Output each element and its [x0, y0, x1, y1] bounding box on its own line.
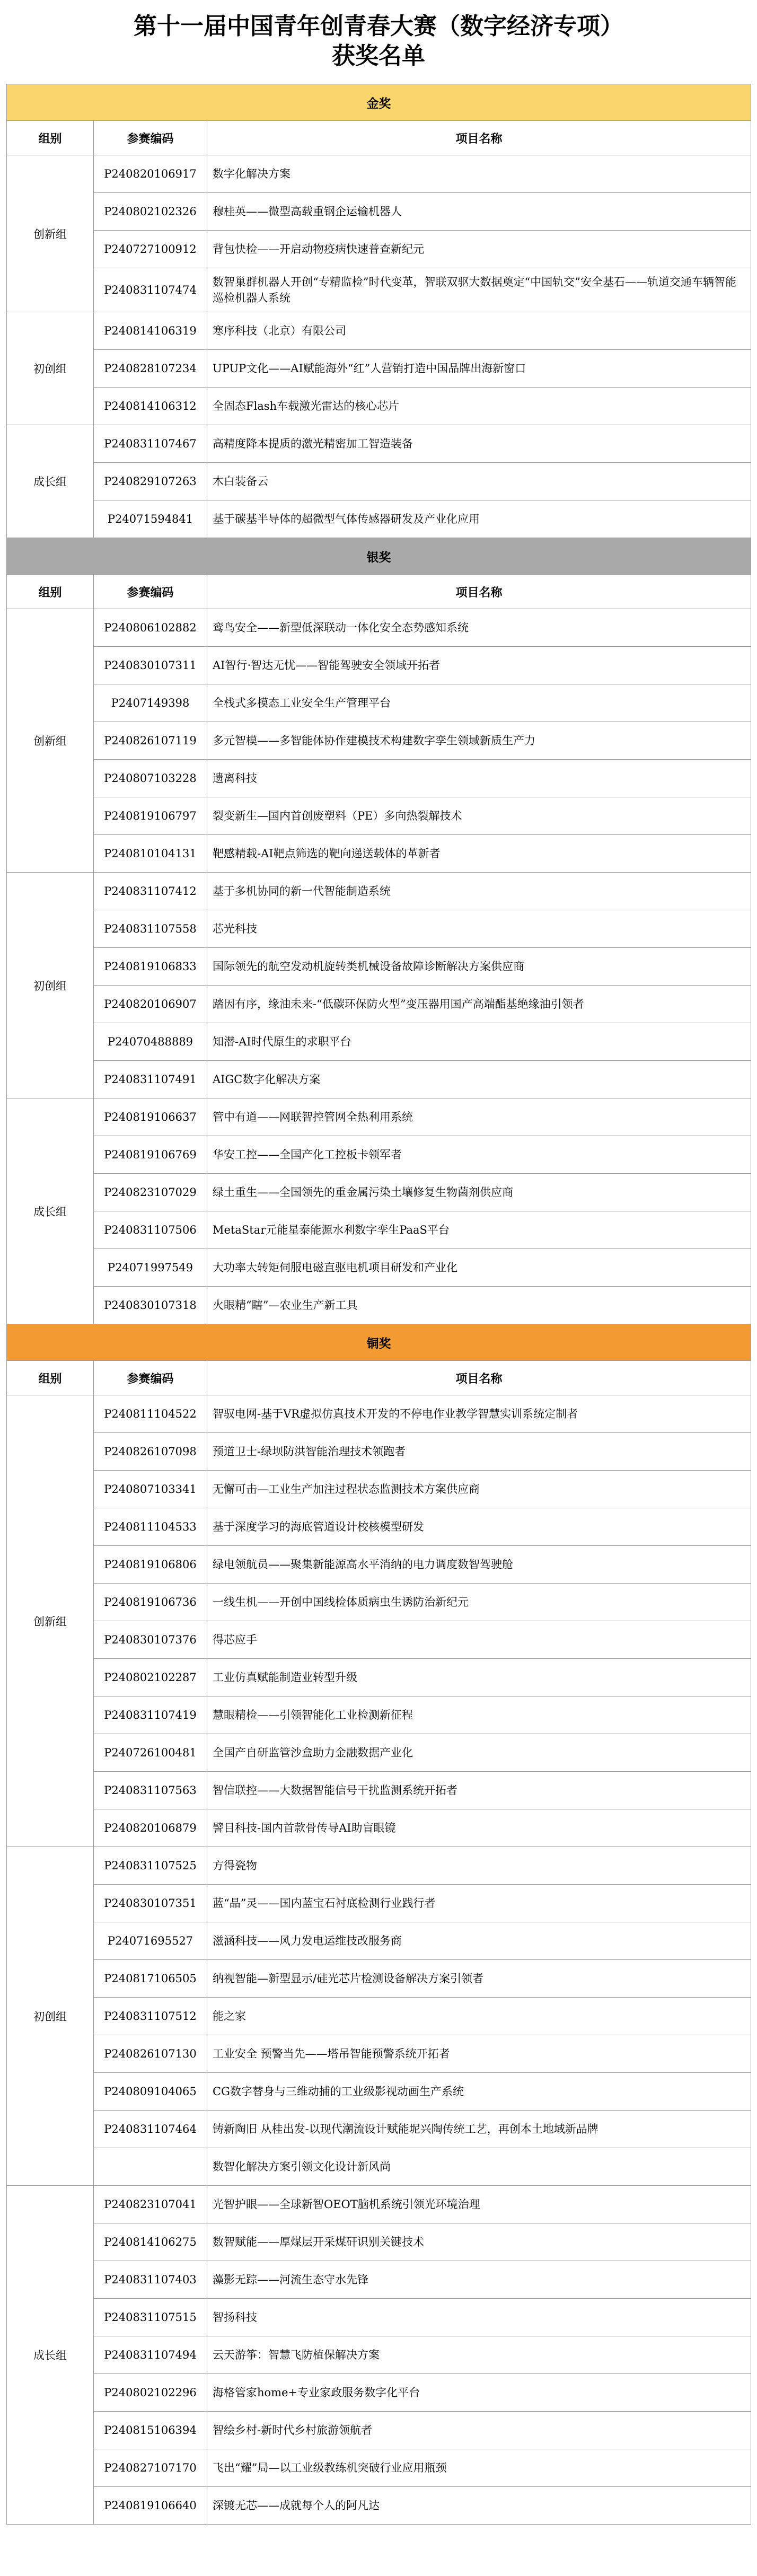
project-name: UPUP文化——AI赋能海外“红”人营销打造中国品牌出海新窗口 [207, 350, 751, 388]
table-row [7, 1433, 751, 1471]
project-name: 无懈可击—工业生产加注过程状态监测技术方案供应商 [207, 1471, 751, 1508]
entry-code: P240802102287 [94, 1659, 207, 1696]
group-cell: 创新组 [7, 1395, 94, 1847]
column-header-name: 项目名称 [207, 1361, 751, 1395]
table-row [7, 2449, 751, 2487]
table-row [7, 1696, 751, 1734]
table-row [7, 1734, 751, 1772]
table-row [7, 2374, 751, 2412]
table-row [7, 1508, 751, 1546]
project-name: 基于碳基半导体的超微型气体传感器研发及产业化应用 [207, 500, 751, 538]
table-row [7, 797, 751, 835]
entry-code: P240819106736 [94, 1584, 207, 1621]
entry-code: P24071594841 [94, 500, 207, 538]
table-row [7, 350, 751, 388]
column-header-row [7, 575, 751, 609]
entry-code: P240830107351 [94, 1885, 207, 1922]
section-title: 银奖 [7, 538, 751, 575]
project-name: 工业安全 预警当先——塔吊智能预警系统开拓者 [207, 2035, 751, 2073]
table-row [7, 722, 751, 760]
project-name: 管中有道——网联智控管网全热利用系统 [207, 1098, 751, 1136]
project-name: 绿土重生——全国领先的重金属污染土壤修复生物菌剂供应商 [207, 1174, 751, 1211]
project-name: 全国产自研监管沙盒助力金融数据产业化 [207, 1734, 751, 1772]
section-header-silver [7, 538, 751, 575]
entry-code: P240819106833 [94, 948, 207, 986]
entry-code: P240831107474 [94, 268, 207, 312]
entry-code: P240809104065 [94, 2073, 207, 2111]
entry-code: P240726100481 [94, 1734, 207, 1772]
column-header-group: 组别 [7, 121, 94, 155]
project-name: 光智护眼——全球新智OEOT脑机系统引领光环境治理 [207, 2186, 751, 2223]
entry-code: P24071695527 [94, 1922, 207, 1960]
entry-code: P240831107467 [94, 425, 207, 463]
project-name: 芯光科技 [207, 910, 751, 948]
project-name: AI智行·智达无忧——智能驾驶安全领域开拓者 [207, 647, 751, 684]
entry-code: P240807103341 [94, 1471, 207, 1508]
entry-code: P240831107491 [94, 1061, 207, 1098]
table-row [7, 2299, 751, 2336]
entry-code: P240830107318 [94, 1287, 207, 1324]
project-name: 踏因有序，缘油未来-“低碳环保防火型”变压器用国产高端酯基绝缘油引领者 [207, 986, 751, 1023]
entry-code: P240823107029 [94, 1174, 207, 1211]
table-row [7, 1023, 751, 1061]
table-row [7, 948, 751, 986]
project-name: 一线生机——开创中国线检体质病虫生诱防治新纪元 [207, 1584, 751, 1621]
entry-code: P2407149398 [94, 684, 207, 722]
table-row [7, 231, 751, 268]
table-row [7, 684, 751, 722]
entry-code: P240831107525 [94, 1847, 207, 1885]
table-row [7, 425, 751, 463]
project-name: 鸾鸟安全——新型低深联动一体化安全态势感知系统 [207, 609, 751, 647]
section-title: 铜奖 [7, 1324, 751, 1361]
group-cell: 创新组 [7, 155, 94, 312]
table-row [7, 873, 751, 910]
entry-code: P240810104131 [94, 835, 207, 873]
table-row [7, 760, 751, 797]
column-header-group: 组别 [7, 575, 94, 609]
table-row [7, 2336, 751, 2374]
entry-code: P240814106312 [94, 388, 207, 425]
table-row [7, 463, 751, 500]
project-name: 智驭电网-基于VR虚拟仿真技术开发的不停电作业教学智慧实训系统定制者 [207, 1395, 751, 1433]
table-row [7, 500, 751, 538]
project-name: 基于深度学习的海底管道设计校核模型研发 [207, 1508, 751, 1546]
entry-code: P240811104533 [94, 1508, 207, 1546]
entry-code: P240831107506 [94, 1211, 207, 1249]
project-name: 方得瓷物 [207, 1847, 751, 1885]
table-row [7, 2186, 751, 2223]
table-row [7, 2412, 751, 2449]
project-name: 数智巢群机器人开创“专精监检”时代变革，智联双驱大数据奠定“中国轨交”安全基石——轨道交通车辆智能巡检机器人系统 [207, 268, 751, 312]
column-header-name: 项目名称 [207, 575, 751, 609]
project-name: 数智化解决方案引领文化设计新风尚 [207, 2148, 751, 2186]
entry-code: P240820106879 [94, 1809, 207, 1847]
entry-code: P240826107130 [94, 2035, 207, 2073]
project-name: 能之家 [207, 1998, 751, 2035]
project-name: 木白装备云 [207, 463, 751, 500]
table-row [7, 1885, 751, 1922]
column-header-group: 组别 [7, 1361, 94, 1395]
project-name: 藻影无踪——河流生态守水先锋 [207, 2261, 751, 2299]
section-title: 金奖 [7, 84, 751, 121]
entry-code: P240802102326 [94, 193, 207, 231]
project-name: 铸新陶旧 从桂出发-以现代潮流设计赋能坭兴陶传统工艺，再创本土地域新品牌 [207, 2111, 751, 2148]
entry-code: P24070488889 [94, 1023, 207, 1061]
table-row [7, 1249, 751, 1287]
project-name: MetaStar元能星泰能源水利数字孪生PaaS平台 [207, 1211, 751, 1249]
table-row [7, 1136, 751, 1174]
entry-code: P24071997549 [94, 1249, 207, 1287]
project-name: 工业仿真赋能制造业转型升级 [207, 1659, 751, 1696]
title-line-2: 获奖名单 [332, 42, 425, 69]
entry-code: P240811104522 [94, 1395, 207, 1433]
project-name: 华安工控——全国产化工控板卡领军者 [207, 1136, 751, 1174]
entry-code: P240814106319 [94, 312, 207, 350]
table-row [7, 1061, 751, 1098]
project-name: 全栈式多模态工业安全生产管理平台 [207, 684, 751, 722]
table-row [7, 1211, 751, 1249]
project-name: 飞出“耀”局—以工业级教练机突破行业应用瓶颈 [207, 2449, 751, 2487]
project-name: 寒序科技（北京）有限公司 [207, 312, 751, 350]
table-row [7, 1922, 751, 1960]
project-name: 火眼精“瞎”—农业生产新工具 [207, 1287, 751, 1324]
entry-code: P240831107558 [94, 910, 207, 948]
project-name: 靶感精载-AI靶点筛选的靶向递送载体的革新者 [207, 835, 751, 873]
project-name: AIGC数字化解决方案 [207, 1061, 751, 1098]
table-row [7, 835, 751, 873]
entry-code: P240827107170 [94, 2449, 207, 2487]
group-cell: 初创组 [7, 873, 94, 1098]
table-row [7, 1174, 751, 1211]
project-name: 数智赋能——厚煤层开采煤矸识别关键技术 [207, 2223, 751, 2261]
table-row [7, 1621, 751, 1659]
table-row [7, 312, 751, 350]
project-name: 背包快检——开启动物疫病快速普查新纪元 [207, 231, 751, 268]
table-row [7, 193, 751, 231]
project-name: 基于多机协同的新一代智能制造系统 [207, 873, 751, 910]
entry-code: P240829107263 [94, 463, 207, 500]
entry-code: P240826107119 [94, 722, 207, 760]
table-row [7, 1098, 751, 1136]
project-name: 智信联控——大数据智能信号干扰监测系统开拓者 [207, 1772, 751, 1809]
entry-code: P240831107494 [94, 2336, 207, 2374]
table-row [7, 1847, 751, 1885]
project-name: 预道卫士-绿坝防洪智能治理技术领跑者 [207, 1433, 751, 1471]
project-name: 数字化解决方案 [207, 155, 751, 193]
table-row [7, 910, 751, 948]
entry-code: P240819106637 [94, 1098, 207, 1136]
project-name: 裂变新生—国内首创废塑料（PE）多向热裂解技术 [207, 797, 751, 835]
project-name: 高精度降本提质的激光精密加工智造装备 [207, 425, 751, 463]
entry-code: P240830107376 [94, 1621, 207, 1659]
project-name: 慧眼精检——引领智能化工业检测新征程 [207, 1696, 751, 1734]
project-name: 智扬科技 [207, 2299, 751, 2336]
entry-code: P240819106769 [94, 1136, 207, 1174]
group-cell: 成长组 [7, 425, 94, 538]
project-name: 多元智模——多智能体协作建模技术构建数字孪生领域新质生产力 [207, 722, 751, 760]
entry-code: P240831107464 [94, 2111, 207, 2148]
section-header-bronze [7, 1324, 751, 1361]
entry-code: P240831107412 [94, 873, 207, 910]
entry-code: P240814106275 [94, 2223, 207, 2261]
table-row [7, 1659, 751, 1696]
column-header-code: 参赛编码 [94, 575, 207, 609]
project-name: 全固态Flash车载激光雷达的核心芯片 [207, 388, 751, 425]
table-row [7, 1546, 751, 1584]
table-row [7, 1998, 751, 2035]
project-name: 绿电领航员——聚集新能源高水平消纳的电力调度数智驾驶舱 [207, 1546, 751, 1584]
group-cell: 初创组 [7, 312, 94, 425]
column-header-code: 参赛编码 [94, 121, 207, 155]
group-cell: 初创组 [7, 1847, 94, 2186]
column-header-name: 项目名称 [207, 121, 751, 155]
entry-code: P240817106505 [94, 1960, 207, 1998]
table-row [7, 2148, 751, 2186]
entry-code: P240819106797 [94, 797, 207, 835]
project-name: 得芯应手 [207, 1621, 751, 1659]
table-row [7, 1584, 751, 1621]
project-name: 云天游筝：智慧飞防植保解决方案 [207, 2336, 751, 2374]
table-row [7, 268, 751, 312]
table-row [7, 609, 751, 647]
entry-code: P240831107515 [94, 2299, 207, 2336]
section-header-gold [7, 84, 751, 121]
table-row [7, 2223, 751, 2261]
project-name: 大功率大转矩伺服电磁直驱电机项目研发和产业化 [207, 1249, 751, 1287]
group-cell: 成长组 [7, 1098, 94, 1324]
entry-code: P240819106806 [94, 1546, 207, 1584]
table-row [7, 2111, 751, 2148]
table-row [7, 1772, 751, 1809]
project-name: 纳视智能—新型显示/硅光芯片检测设备解决方案引领者 [207, 1960, 751, 1998]
table-row [7, 388, 751, 425]
project-name: 穆桂英——微型高载重钢企运输机器人 [207, 193, 751, 231]
project-name: 遗离科技 [207, 760, 751, 797]
project-name: 知潜-AI时代原生的求职平台 [207, 1023, 751, 1061]
entry-code: P240828107234 [94, 350, 207, 388]
table-row [7, 1809, 751, 1847]
entry-code: P240830107311 [94, 647, 207, 684]
project-name: 滋涵科技——风力发电运维技改服务商 [207, 1922, 751, 1960]
project-name: 海格管家home+专业家政服务数字化平台 [207, 2374, 751, 2412]
entry-code: P240831107512 [94, 1998, 207, 2035]
entry-code: P240807103228 [94, 760, 207, 797]
table-row [7, 1287, 751, 1324]
entry-code: P240823107041 [94, 2186, 207, 2223]
title-line-1: 第十一届中国青年创青春大赛（数字经济专项） [134, 13, 623, 40]
column-header-row [7, 1361, 751, 1395]
entry-code [94, 2148, 207, 2186]
project-name: 智绘乡村-新时代乡村旅游领航者 [207, 2412, 751, 2449]
table-row [7, 2035, 751, 2073]
column-header-row [7, 121, 751, 155]
entry-code: P240831107419 [94, 1696, 207, 1734]
entry-code: P240727100912 [94, 231, 207, 268]
project-name: 譬目科技-国内首款骨传导AI助盲眼镜 [207, 1809, 751, 1847]
project-name: CG数字替身与三维动捕的工业级影视动画生产系统 [207, 2073, 751, 2111]
entry-code: P240819106640 [94, 2487, 207, 2525]
column-header-code: 参赛编码 [94, 1361, 207, 1395]
entry-code: P240802102296 [94, 2374, 207, 2412]
table-row [7, 2073, 751, 2111]
table-row [7, 647, 751, 684]
awards-table [6, 84, 751, 2525]
entry-code: P240820106917 [94, 155, 207, 193]
entry-code: P240815106394 [94, 2412, 207, 2449]
project-name: 国际领先的航空发动机旋转类机械设备故障诊断解决方案供应商 [207, 948, 751, 986]
group-cell: 创新组 [7, 609, 94, 873]
document-title [0, 0, 757, 84]
project-name: 蓝“晶”灵——国内蓝宝石衬底检测行业践行者 [207, 1885, 751, 1922]
group-cell: 成长组 [7, 2186, 94, 2525]
project-name: 深镀无芯——成就每个人的阿凡达 [207, 2487, 751, 2525]
table-row [7, 986, 751, 1023]
entry-code: P240826107098 [94, 1433, 207, 1471]
table-row [7, 155, 751, 193]
table-row [7, 1471, 751, 1508]
entry-code: P240820106907 [94, 986, 207, 1023]
entry-code: P240831107563 [94, 1772, 207, 1809]
table-row [7, 1395, 751, 1433]
table-row [7, 1960, 751, 1998]
entry-code: P240806102882 [94, 609, 207, 647]
table-row [7, 2487, 751, 2525]
entry-code: P240831107403 [94, 2261, 207, 2299]
table-row [7, 2261, 751, 2299]
